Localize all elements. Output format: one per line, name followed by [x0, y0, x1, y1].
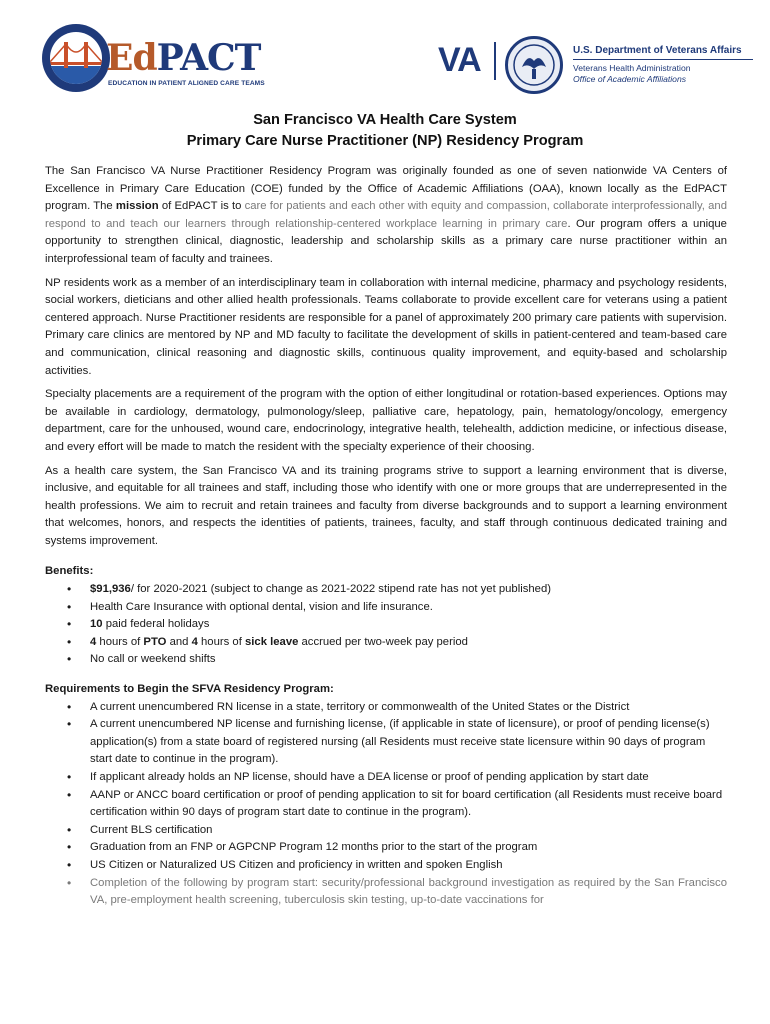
- va-administration-name: Veterans Health Administration: [573, 63, 691, 73]
- page-header: [0, 0, 770, 100]
- va-seal-icon: [505, 36, 563, 94]
- va-office-name: Office of Academic Affiliations: [573, 74, 687, 84]
- paragraph-specialty-placements: Specialty placements are a requirement of the program with the option of either longitudinal or rotation-based experiences. Options may be available in cardiology, dermatology, pulmonology/sleep, palliative care, hepatology, pain, hematology/oncology, emergency department, care for the unhoused, wound care, endocrinology, integrative health, telehealth, addiction medicine, or infectious disease, and every effort will be made to match the resident with the specialty experience of their choosing.: [45, 388, 727, 453]
- mission-statement: care for patients and each other with equity and compassion, collaborate interprofessionally, and respond to and teach our learners through relationship-centered workplace learning in primary care: [45, 200, 727, 230]
- list-item: • A current unencumbered NP license and furnishing license, (if applicable in state of licensure), or proof of pending license(s) application(s) from a state board of registered nursing (all Residents must receive state licensure within 90 days of program start date to continue in the program).: [67, 716, 727, 769]
- va-logo-mark: VA: [438, 41, 481, 79]
- list-item: • US Citizen or Naturalized US Citizen and proficiency in written and spoken English: [67, 857, 727, 875]
- va-department-text: [573, 44, 763, 85]
- list-item: • No call or weekend shifts: [67, 651, 727, 669]
- va-department-name: U.S. Department of Veterans Affairs: [573, 45, 742, 56]
- document-body: [45, 163, 727, 910]
- list-item: • AANP or ANCC board certification or proof of pending application to sit for board certification (all Residents must receive board certification within 90 days of program start date to continue in the program).: [67, 787, 727, 822]
- edpact-tagline: EDUCATION IN PATIENT ALIGNED CARE TEAMS: [108, 80, 265, 87]
- title-line-1: San Francisco VA Health Care System: [253, 112, 517, 128]
- list-item: • 4 hours of PTO and 4 hours of sick leave accrued per two-week pay period: [67, 634, 727, 652]
- list-item: • Health Care Insurance with optional dental, vision and life insurance.: [67, 599, 727, 617]
- paragraph-program-history: The San Francisco VA Nurse Practitioner Residency Program was originally founded as one of seven nationwide VA Centers of Excellence in Primary Care Education (COE) funded by the Office of Academic Affiliations (OAA), known locally as the EdPACT program. The mission of EdPACT is to care for patients and each other with equity and compassion, collaborate interprofessionally, and respond to and teach our learners through relationship-centered workplace learning in primary care. Our program offers a unique opportunity to strengthen clinical, diagnostic, leadership and scholarship skills as a primary care nurse practitioner within an interprofessional team of faculty and trainees.: [45, 165, 727, 265]
- edpact-seal: [42, 24, 110, 92]
- benefits-heading: Benefits:: [45, 565, 94, 578]
- edpact-wordmark: EdPACT: [106, 37, 261, 79]
- requirements-heading: Requirements to Begin the SFVA Residency Program:: [45, 683, 334, 696]
- requirements-list: [67, 699, 727, 910]
- list-item: • Graduation from an FNP or AGPCNP Program 12 months prior to the start of the program: [67, 839, 727, 857]
- stipend-amount: $91,936: [90, 583, 131, 596]
- edpact-logo: [42, 24, 265, 96]
- paragraph-team-description: NP residents work as a member of an interdisciplinary team in collaboration with internal medicine, pharmacy and psychology residents, social workers, dieticians and other allied health professionals. Teams collaborate to provide excellent care for veterans using a patient centered approach. Nurse Practitioner residents are responsible for a panel of approximately 200 primary care patients with supervision. Primary care clinics are mentored by NP and MD faculty to facilitate the development of skills in patient-centered and team-based care and communication, clinical reasoning and diagnostic skills, continuous quality improvement, and equity-based and scholarship activities.: [45, 276, 727, 377]
- mission-keyword: mission: [115, 200, 159, 213]
- list-item: • Completion of the following by program start: security/professional background investigation as required by the San Francisco VA, pre-employment health screening, tuberculosis skin testing, up-to-date vaccinations for: [67, 875, 727, 910]
- va-divider: [494, 42, 496, 80]
- golden-gate-bridge-icon: [50, 32, 102, 84]
- benefits-list: [67, 581, 727, 669]
- paragraph-diversity: As a health care system, the San Francisco VA and its training programs strive to support a learning environment that is diverse, inclusive, and equitable for all trainees and staff, including those who identify with one or more groups that are underrepresented in the health professions. We aim to recruit and retain trainees and faculty from diverse backgrounds and to support a learning environment that welcomes, honors, and respects the identities of patients, trainees, faculty, and staff through continuous dedicated training and systems improvement.: [45, 464, 727, 547]
- list-item: • 10 paid federal holidays: [67, 616, 727, 634]
- list-item: • If applicant already holds an NP license, should have a DEA license or proof of pending application by start date: [67, 769, 727, 787]
- list-item: • Current BLS certification: [67, 822, 727, 840]
- list-item: • $91,936/ for 2020-2021 (subject to change as 2021-2022 stipend rate has not yet published): [67, 581, 727, 599]
- document-title: [0, 110, 770, 152]
- list-item: • A current unencumbered RN license in a state, territory or commonwealth of the United States or the District: [67, 699, 727, 717]
- title-line-2: Primary Care Nurse Practitioner (NP) Residency Program: [186, 133, 584, 149]
